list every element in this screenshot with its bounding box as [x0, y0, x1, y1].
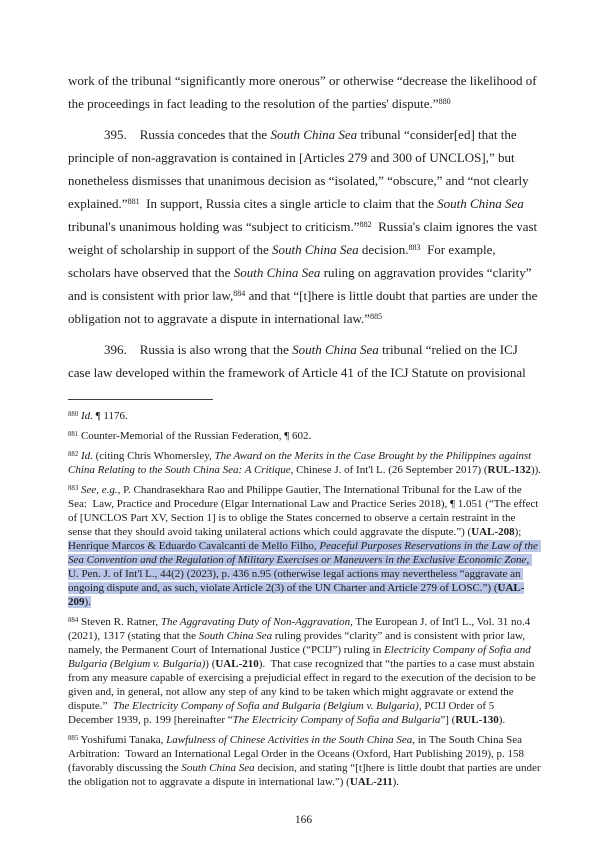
text-run: ). — [392, 776, 400, 788]
page-number: 166 — [294, 814, 313, 826]
footnote-885 — [68, 733, 544, 789]
footnote-separator — [68, 399, 213, 400]
highlighted-text: Peaceful Purposes Reservations in the Law of the Sea Convention and the Regulation of Military Exercises or Maneuvers in the Exclusive Economic Zone — [68, 540, 541, 566]
text-run: , P. Chandrasekhara Rao and Philippe Gautier, The International Tribunal for the Law of the Sea: Law, Practice and Procedure (Elgar International Law and Practice Series 2018), ¶ 1.051 (“The effect of [UNCLOS Part XV, Section 1] is to oblige the States concerned to observe a certain restraint in the sense that they should avoid taking unilateral actions which could aggravate the dispute.”) ( — [68, 484, 542, 538]
footnote-reference: 883 — [408, 243, 421, 253]
text-run: tribunal “consider[ed] that the principle of non-aggravation is contained in [Articles 279 and 300 of UNCLOS],” but nonetheless dismisses that unanimous decision as “isolated,” “obscure,” and “not clearly explained.” — [68, 127, 532, 211]
text-run: South China Sea — [437, 196, 524, 211]
footnote-881 — [68, 429, 541, 443]
footnote-reference: 880 — [68, 410, 79, 418]
text-run: , The European J. of Int'l L., Vol. 31 no.4 (2021), 1317 (stating that the — [68, 616, 533, 642]
text-run: ruling provides “clarity” and is consistent with prior law, namely, the Permanent Court of International Justice (“PCIJ”) ruling in — [68, 630, 528, 656]
footnote-880 — [68, 409, 541, 423]
text-run: , in The South China Sea Arbitration: Toward an International Legal Order in the Oceans (Oxford, Hart Publishing 2019), p. 158 (favorably discussing the — [68, 734, 527, 774]
text-run: (citing Chris Whomersley, — [92, 450, 215, 462]
text-run: )). — [530, 464, 542, 476]
text-run: ). — [498, 714, 506, 726]
highlighted-text: ). — [84, 596, 91, 608]
text-run: Lawfulness of Chinese Activities in the South China Sea — [166, 734, 413, 746]
text-run: The Electricity Company of Sofia and Bulgaria — [232, 714, 441, 726]
text-run: South China Sea — [292, 342, 379, 357]
text-run: South China Sea — [198, 630, 273, 642]
text-run: UAL-210 — [215, 658, 259, 670]
text-run: and that “[t]here is little doubt that parties are under the obligation not to aggravate a dispute in international law.” — [68, 288, 541, 326]
text-run: tribunal's unanimous holding was “subject to criticism.” — [68, 196, 528, 234]
text-run: tribunal “relied on the ICJ case law developed within the framework of Article 41 of the ICJ Statute on provisional — [68, 342, 526, 380]
text-run: decision, and stating “[t]here is little doubt that parties are under the obligation not to aggravate a dispute in international law.”) ( — [68, 762, 544, 788]
footnote-882 — [68, 449, 541, 477]
footnote-883 — [68, 483, 541, 609]
text-run: 396. — [104, 342, 140, 357]
text-run: ); — [514, 526, 525, 538]
footnote-reference: 882 — [359, 220, 372, 230]
text-run: 395. — [104, 127, 140, 142]
text-run: RUL-130 — [455, 714, 499, 726]
text-run: South China Sea — [181, 762, 255, 774]
text-run: ruling on aggravation provides “clarity” and is consistent with prior law, — [68, 265, 535, 303]
text-run: For example, scholars have observed that the — [68, 242, 499, 280]
footnote-reference: 880 — [438, 97, 451, 107]
body-paragraph-396 — [68, 338, 541, 384]
text-run: See, e.g. — [80, 484, 118, 496]
text-run: ). That case recognized that “the parties to a case must abstain from any measure capable of exercising a prejudicial effect in regard to the execution of the decision to be given and, in general, not allow any step of any kind to be taken which might aggravate or extend the dispute.” — [68, 658, 539, 712]
text-run: Russia is also wrong that the — [139, 342, 293, 357]
highlighted-text: UAL-209 — [68, 582, 525, 608]
body-paragraph-continuation — [68, 69, 541, 115]
footnote-reference: 881 — [127, 197, 140, 207]
footnote-reference: 884 — [233, 289, 246, 299]
text-run: The Award on the Merits in the Case Brought by the Philippines against China Relating to the South China Sea: A Critique — [68, 450, 534, 476]
text-run: Electricity Company of Sofia and Bulgaria (Belgium v. Bulgaria) — [68, 644, 534, 670]
text-run: Yoshifumi Tanaka, — [78, 734, 167, 746]
text-run: work of the tribunal “significantly more onerous” or otherwise “decrease the likelihood of the proceedings in fact leading to the resolution of the parties' dispute.” — [68, 73, 540, 111]
text-run: decision. — [358, 242, 409, 257]
text-run: UAL-208 — [471, 526, 515, 538]
text-run: The Aggravating Duty of Non-Aggravation — [160, 616, 351, 628]
footnote-reference: 884 — [68, 616, 79, 624]
text-run: , Chinese J. of Int'l L. (26 September 2017) ( — [290, 464, 488, 476]
text-run: ¶ 1176. — [92, 410, 128, 422]
main-text-section — [68, 69, 541, 384]
text-run: , PCIJ Order of 5 December 1939, p. 199 [hereinafter “ — [68, 700, 498, 726]
text-run: Russia's claim ignores the vast weight of scholarship in support of the — [68, 219, 541, 257]
text-run: South China Sea — [233, 265, 321, 280]
text-run: The Electricity Company of Sofia and Bulgaria (Belgium v. Bulgaria) — [112, 700, 419, 712]
footnotes-section — [68, 409, 544, 789]
footnote-reference: 885 — [370, 312, 383, 322]
body-paragraph-395 — [68, 123, 541, 330]
highlighted-text: , U. Pen. J. of Int'l L., 44(2) (2023), p. 436 n.95 (otherwise legal actions may nevertheless “aggravate an ongoing dispute and, as such, violate Article 2(3) of the UN Charter and Article 279 of LOSC.”) ( — [68, 554, 532, 594]
text-run: South China Sea — [270, 127, 358, 142]
text-run: ”] ( — [440, 714, 456, 726]
footnote-reference: 881 — [68, 430, 79, 438]
text-run: RUL-132 — [487, 464, 531, 476]
text-run: Id. — [80, 450, 93, 462]
text-run: UAL-211 — [349, 776, 393, 788]
footnote-884 — [68, 615, 541, 727]
text-run: Counter-Memorial of the Russian Federation, ¶ 602. — [78, 430, 312, 442]
text-run: ) ( — [205, 658, 216, 670]
text-run: Steven R. Ratner, — [78, 616, 161, 628]
text-run: South China Sea — [272, 242, 359, 257]
text-run: In support, Russia cites a single article to claim that the — [139, 196, 438, 211]
footnote-reference: 885 — [68, 734, 79, 742]
highlighted-text: Henrique Marcos & Eduardo Cavalcanti de Mello Filho, — [68, 540, 320, 552]
footnote-reference: 882 — [68, 450, 79, 458]
text-run: Id. — [80, 410, 93, 422]
footnote-reference: 883 — [68, 484, 79, 492]
text-run: Russia concedes that the — [139, 127, 271, 142]
